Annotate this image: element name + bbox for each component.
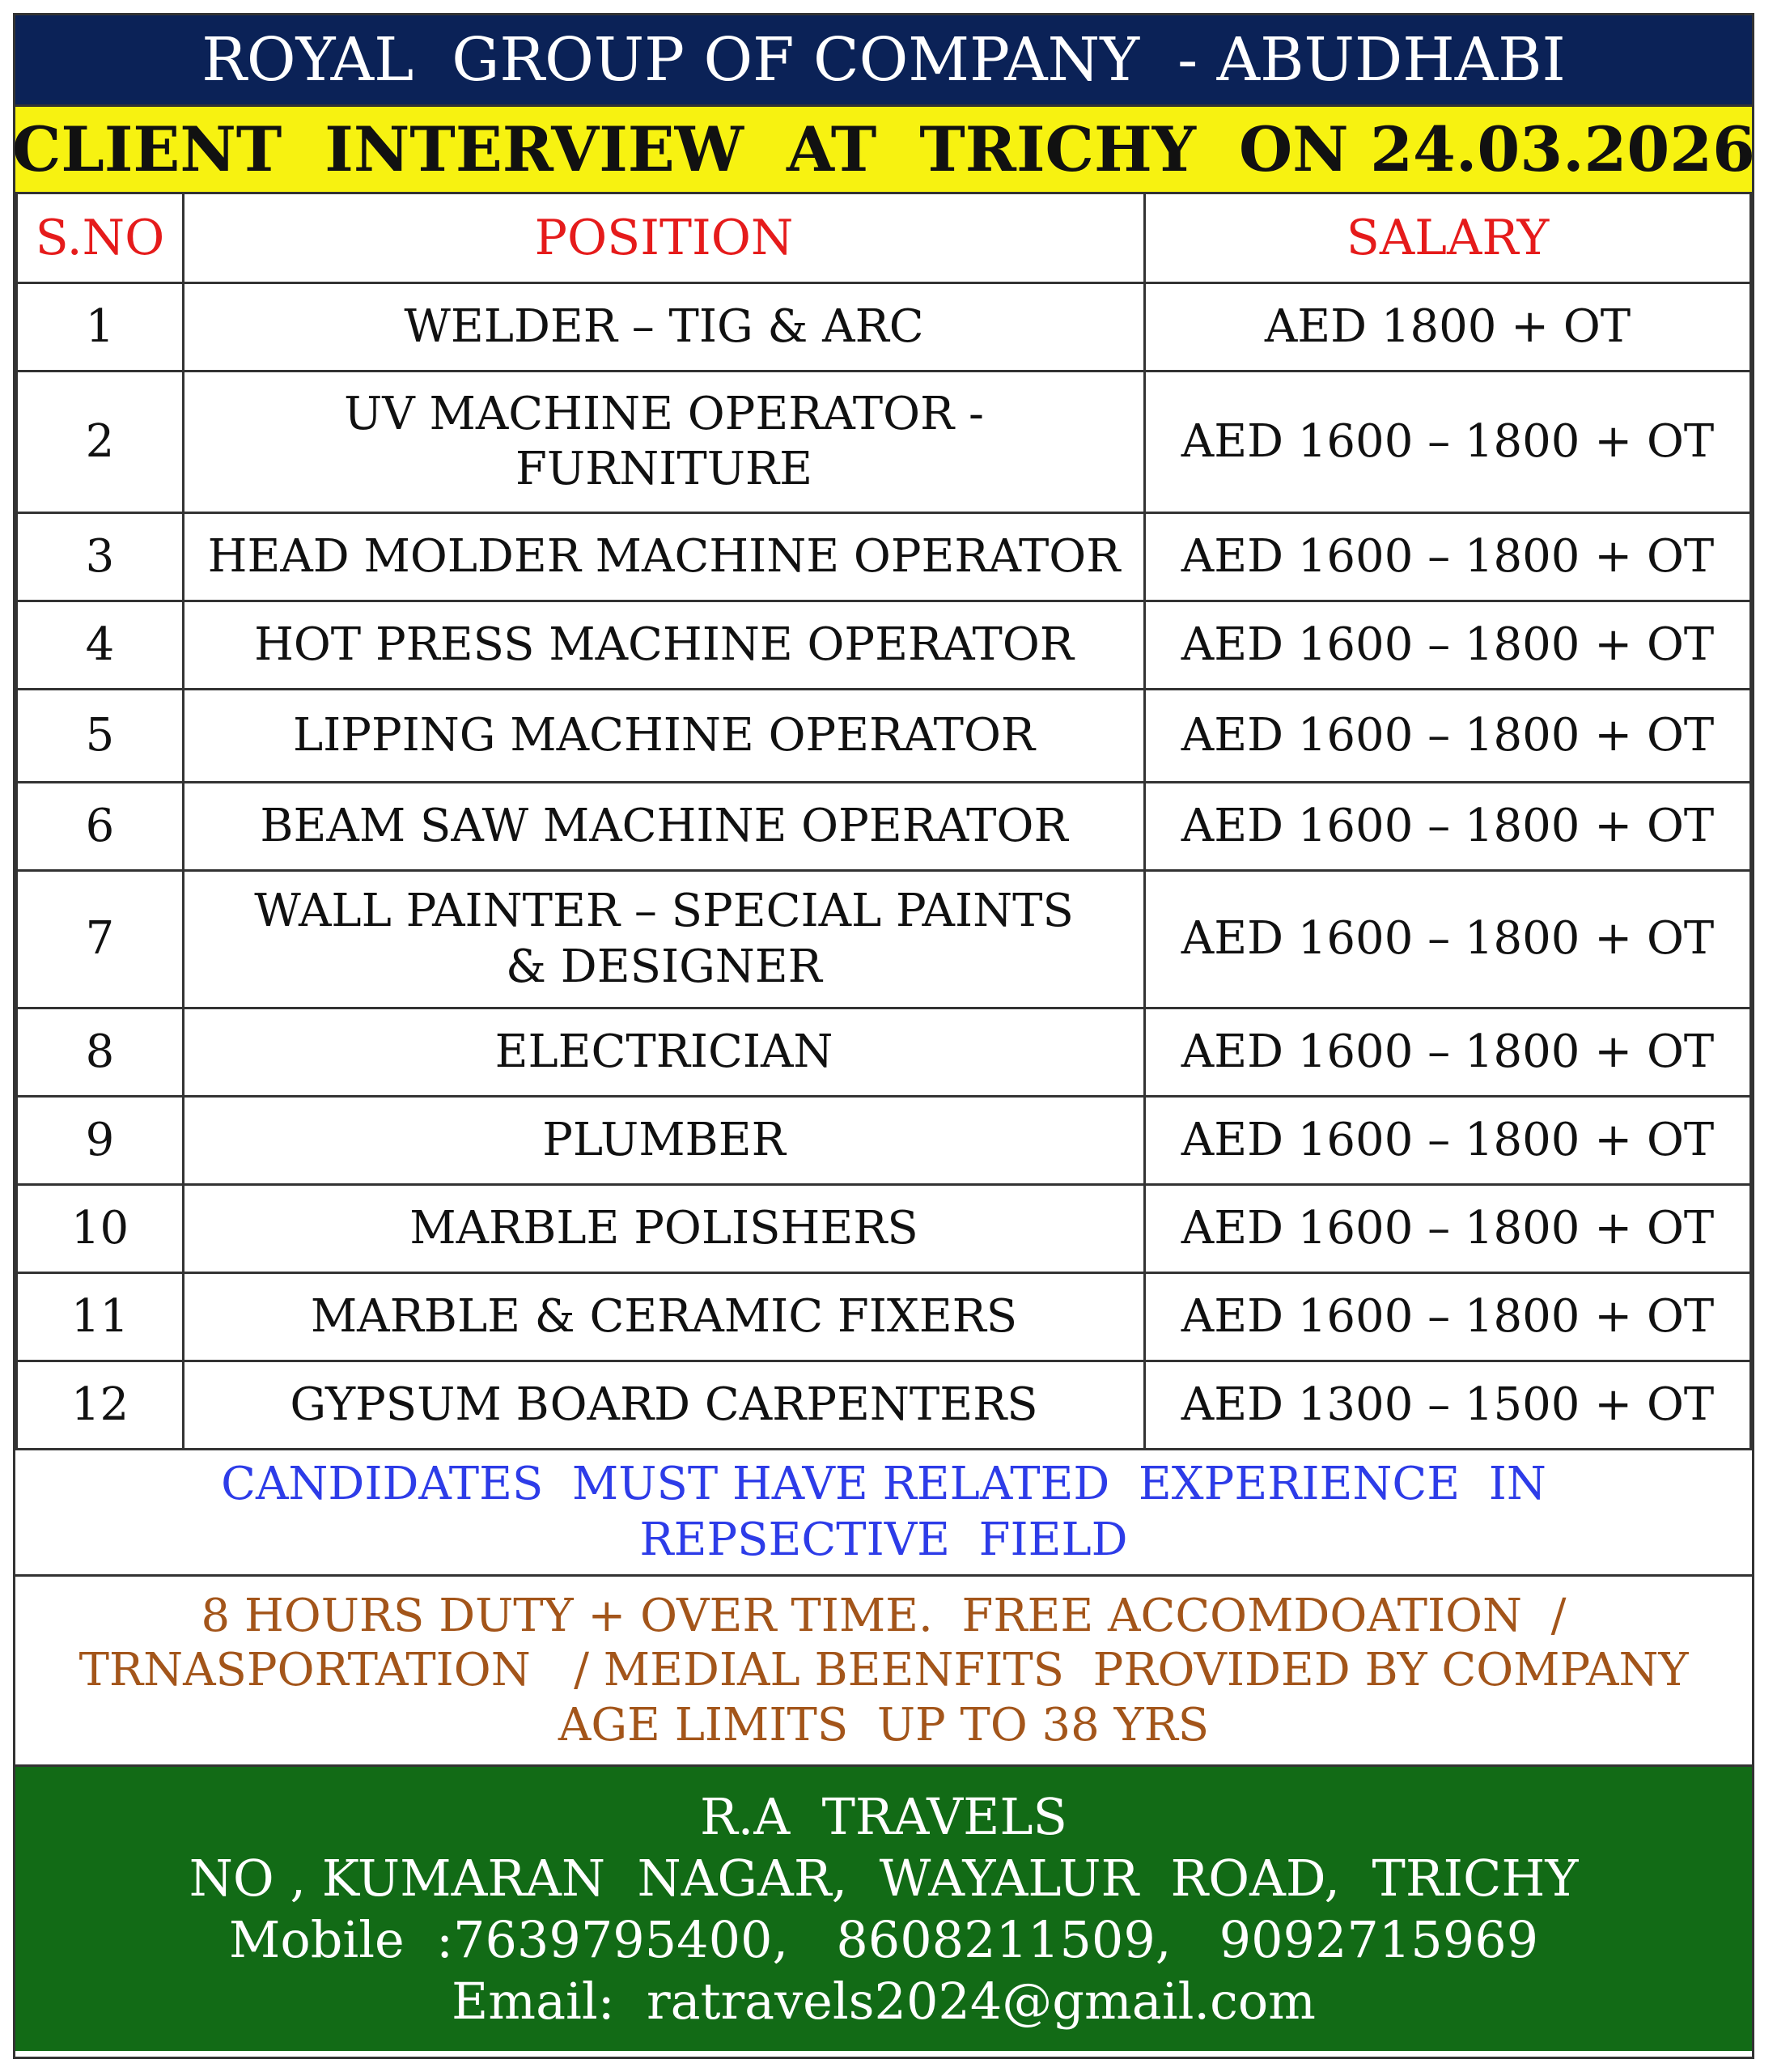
row-sno: 6 — [17, 783, 184, 871]
table-row — [17, 1097, 1751, 1185]
row-salary: AED 1600 – 1800 + OT — [1145, 871, 1751, 1008]
table-row — [17, 513, 1751, 601]
table-row — [17, 1185, 1751, 1273]
row-salary: AED 1600 – 1800 + OT — [1145, 372, 1751, 513]
row-position: WALL PAINTER – SPECIAL PAINTS & DESIGNER — [184, 871, 1145, 1008]
agency-address: NO , KUMARAN NAGAR, WAYALUR ROAD, TRICHY — [189, 1848, 1579, 1908]
agency-mobile: Mobile :7639795400, 8608211509, 9092715969 — [228, 1909, 1539, 1969]
row-position: MARBLE & CERAMIC FIXERS — [184, 1273, 1145, 1361]
row-sno: 10 — [17, 1185, 184, 1273]
benefits-section — [15, 1577, 1752, 1767]
title-banner — [15, 15, 1752, 107]
row-salary: AED 1600 – 1800 + OT — [1145, 1185, 1751, 1273]
requirement-note: CANDIDATES MUST HAVE RELATED EXPERIENCE IN REPSECTIVE FIELD — [221, 1458, 1561, 1566]
column-header-sno: S.NO — [17, 194, 184, 283]
benefits-line-1: 8 HOURS DUTY + OVER TIME. FREE ACCOMDOATION / — [201, 1590, 1567, 1643]
company-title: ROYAL GROUP OF COMPANY - ABUDHABI — [201, 25, 1566, 95]
table-header-row — [17, 194, 1751, 283]
row-position: GYPSUM BOARD CARPENTERS — [184, 1361, 1145, 1450]
row-position: MARBLE POLISHERS — [184, 1185, 1145, 1273]
table-row — [17, 1008, 1751, 1097]
row-position: BEAM SAW MACHINE OPERATOR — [184, 783, 1145, 871]
row-position: WELDER – TIG & ARC — [184, 283, 1145, 372]
agency-footer — [15, 1767, 1752, 2051]
agency-email: Email: ratravels2024@gmail.com — [452, 1971, 1316, 2031]
row-salary: AED 1300 – 1500 + OT — [1145, 1361, 1751, 1450]
column-header-salary: SALARY — [1145, 194, 1751, 283]
row-sno: 12 — [17, 1361, 184, 1450]
row-salary: AED 1600 – 1800 + OT — [1145, 1273, 1751, 1361]
row-salary: AED 1600 – 1800 + OT — [1145, 690, 1751, 783]
table-row — [17, 283, 1751, 372]
row-salary: AED 1600 – 1800 + OT — [1145, 513, 1751, 601]
job-flyer — [13, 13, 1754, 2059]
requirement-section — [15, 1450, 1752, 1577]
table-row — [17, 372, 1751, 513]
column-header-position: POSITION — [184, 194, 1145, 283]
benefits-line-3: AGE LIMITS UP TO 38 YRS — [558, 1698, 1210, 1751]
row-sno: 7 — [17, 871, 184, 1008]
row-salary: AED 1800 + OT — [1145, 283, 1751, 372]
benefits-line-2: TRNASPORTATION / MEDIAL BEENFITS PROVIDED BY COMPANY — [78, 1644, 1689, 1697]
row-position: HOT PRESS MACHINE OPERATOR — [184, 601, 1145, 690]
table-row — [17, 783, 1751, 871]
row-salary: AED 1600 – 1800 + OT — [1145, 1008, 1751, 1097]
row-salary: AED 1600 – 1800 + OT — [1145, 783, 1751, 871]
benefits-note — [79, 1589, 1689, 1752]
row-sno: 1 — [17, 283, 184, 372]
table-row — [17, 1273, 1751, 1361]
row-sno: 5 — [17, 690, 184, 783]
row-position: HEAD MOLDER MACHINE OPERATOR — [184, 513, 1145, 601]
table-row — [17, 871, 1751, 1008]
row-position: PLUMBER — [184, 1097, 1145, 1185]
agency-name: R.A TRAVELS — [700, 1786, 1067, 1846]
row-sno: 9 — [17, 1097, 184, 1185]
row-position: ELECTRICIAN — [184, 1008, 1145, 1097]
row-sno: 4 — [17, 601, 184, 690]
row-salary: AED 1600 – 1800 + OT — [1145, 1097, 1751, 1185]
row-position: LIPPING MACHINE OPERATOR — [184, 690, 1145, 783]
row-sno: 2 — [17, 372, 184, 513]
interview-subtitle: CLIENT INTERVIEW AT TRICHY ON 24.03.2026 — [11, 113, 1756, 185]
subtitle-banner — [11, 107, 1756, 194]
table-row — [17, 601, 1751, 690]
row-sno: 11 — [17, 1273, 184, 1361]
row-sno: 3 — [17, 513, 184, 601]
table-row — [17, 690, 1751, 783]
row-salary: AED 1600 – 1800 + OT — [1145, 601, 1751, 690]
row-position: UV MACHINE OPERATOR - FURNITURE — [184, 372, 1145, 513]
positions-table — [15, 194, 1752, 1450]
table-row — [17, 1361, 1751, 1450]
row-sno: 8 — [17, 1008, 184, 1097]
